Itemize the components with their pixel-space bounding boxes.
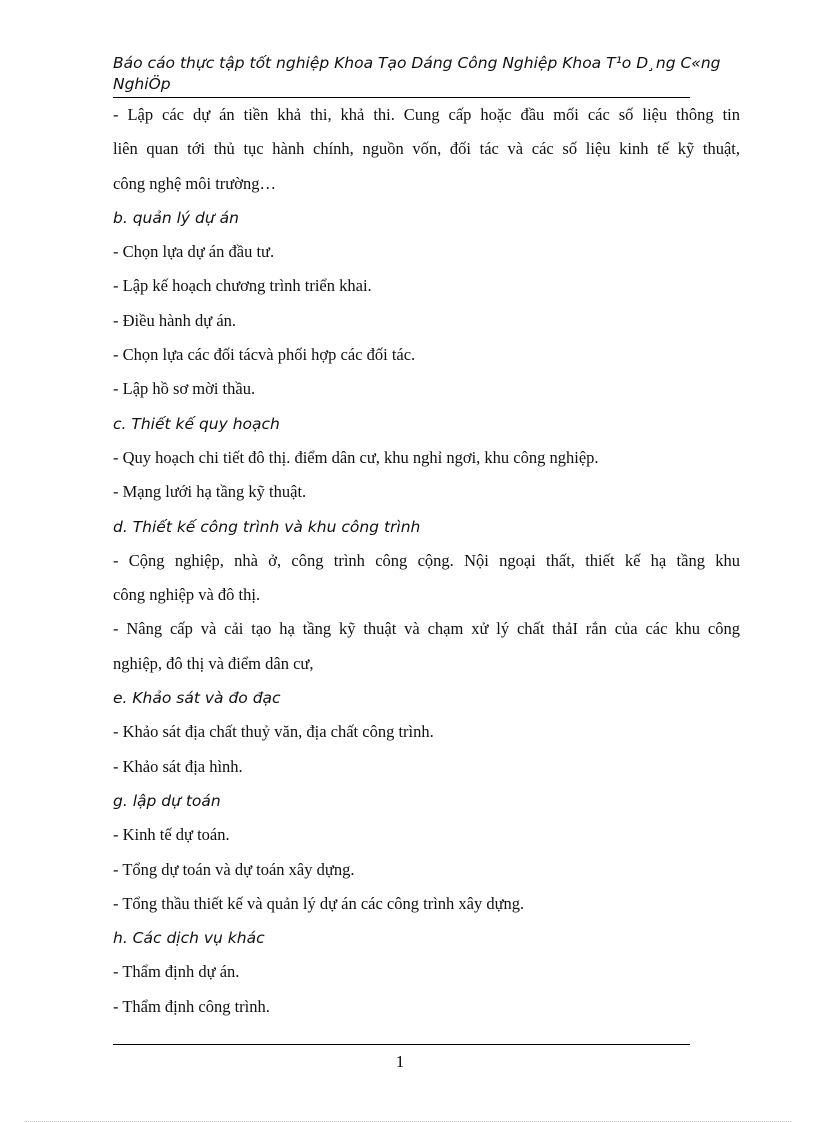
- section-heading-b: b. quản lý dự án: [113, 208, 239, 227]
- header-title-continuation: NghiÖp: [113, 75, 171, 93]
- paragraph-line: - Lập các dự án tiền khả thi, khả thi. Cung cấp hoặc đầu mối các số liệu thông tin: [113, 105, 740, 124]
- list-item: - Khảo sát địa hình.: [113, 756, 243, 776]
- list-item: - Thẩm định dự án.: [113, 962, 240, 982]
- section-heading-g: g. lập dự toán: [113, 791, 221, 810]
- page-boundary: [25, 1121, 791, 1122]
- list-item: - Chọn lựa các đối tácvà phối hợp các đối tác.: [113, 345, 416, 365]
- section-heading-c: c. Thiết kế quy hoạch: [113, 414, 280, 433]
- paragraph-line: công nghiệp và đô thị.: [113, 585, 261, 605]
- header-title-line: Báo cáo thực tập tốt nghiệp Khoa Tạo Dáng Công Nghiệp Khoa T¹o D¸ng C«ng: [113, 54, 721, 72]
- list-item: - Tổng thầu thiết kế và quản lý dự án các công trình xây dựng.: [113, 893, 525, 913]
- paragraph-line: liên quan tới thủ tục hành chính, nguồn vốn, đối tác và các số liệu kinh tế kỹ thuật,: [113, 139, 740, 159]
- section-heading-h: h. Các dịch vụ khác: [113, 929, 265, 948]
- list-item: - Quy hoạch chi tiết đô thị. điểm dân cư, khu nghỉ ngơi, khu công nghiệp.: [113, 447, 599, 467]
- list-item: - Thẩm định công trình.: [113, 996, 270, 1016]
- list-item: - Tổng dự toán và dự toán xây dựng.: [113, 859, 355, 879]
- footer-rule: [113, 1044, 690, 1045]
- body-text: [113, 98, 740, 1024]
- list-item: - Lập kế hoạch chương trình triển khai.: [113, 276, 372, 296]
- list-item: - Khảo sát địa chất thuỷ văn, địa chất công trình.: [113, 722, 434, 742]
- list-item: - Chọn lựa dự án đầu tư.: [113, 242, 275, 262]
- page-header: [113, 53, 723, 95]
- list-item: - Mạng lưới hạ tầng kỹ thuật.: [113, 482, 307, 502]
- paragraph-line: nghiệp, đô thị và điểm dân cư,: [113, 653, 314, 673]
- section-heading-d: d. Thiết kế công trình và khu công trình: [113, 517, 421, 536]
- list-item: - Kinh tế dự toán.: [113, 825, 230, 845]
- paragraph-line: - Cộng nghiệp, nhà ở, công trình công cộng. Nội ngoại thất, thiết kế hạ tầng khu: [113, 550, 740, 570]
- list-item: - Điều hành dự án.: [113, 310, 237, 330]
- section-heading-e: e. Khảo sát và đo đạc: [113, 689, 281, 708]
- page-number: 1: [395, 1052, 405, 1071]
- list-item: - Lập hồ sơ mời thầu.: [113, 379, 256, 399]
- paragraph-line: - Nâng cấp và cải tạo hạ tầng kỹ thuật và chạm xử lý chất thảI rắn của các khu công: [113, 619, 740, 639]
- paragraph-line: công nghệ môi trường…: [113, 173, 276, 193]
